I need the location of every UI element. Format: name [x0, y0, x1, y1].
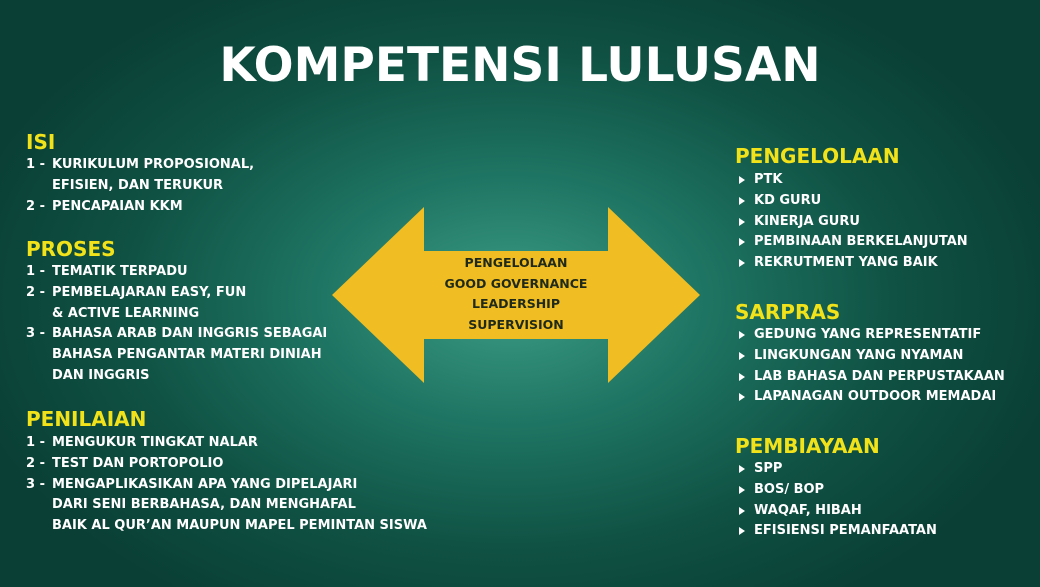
item-text: WAQAF, HIBAH [754, 502, 862, 518]
item-text: PEMBELAJARAN EASY, FUN [52, 284, 247, 300]
item-text: TEST DAN PORTOPOLIO [52, 455, 224, 471]
arrow-label-line: SUPERVISION [468, 317, 564, 333]
section-title-proses: PROSES [26, 237, 116, 261]
list-item [735, 191, 968, 212]
penilaian-list [26, 433, 427, 537]
list-item [735, 212, 968, 233]
arrow-label-line: LEADERSHIP [472, 296, 560, 312]
isi-list [26, 155, 254, 217]
section-title-penilaian: PENILAIAN [26, 407, 147, 431]
section-title-sarpras: SARPRAS [735, 300, 841, 324]
item-number: 1 - [26, 157, 45, 172]
bullet-arrow-icon [739, 527, 745, 535]
item-text: PENCAPAIAN KKM [52, 198, 183, 214]
item-number: 3 - [26, 476, 45, 492]
list-item [26, 283, 327, 325]
bullet-arrow-icon [739, 373, 745, 381]
item-text: MENGUKUR TINGKAT NALAR [52, 435, 258, 450]
list-item [26, 454, 427, 475]
section-title-isi: ISI [26, 130, 56, 154]
item-text: KURIKULUM PROPOSIONAL, [52, 157, 255, 172]
bullet-arrow-icon [739, 507, 745, 515]
bullet-arrow-icon [739, 465, 745, 473]
item-text: BAIK AL QUR’AN MAUPUN MAPEL PEMINTAN SISWA [52, 518, 427, 534]
pembiayaan-list [735, 459, 937, 542]
list-item [26, 324, 327, 386]
bullet-arrow-icon [739, 197, 745, 205]
list-item [735, 346, 1005, 367]
list-item [26, 197, 254, 218]
item-text: BOS/ BOP [754, 481, 825, 497]
item-text: DAN INGGRIS [52, 367, 150, 383]
item-text: DARI SENI BERBAHASA, DAN MENGHAFAL [52, 497, 356, 513]
bullet-arrow-icon [739, 393, 745, 401]
list-item [735, 480, 937, 501]
pengelolaan-list [735, 170, 968, 274]
bullet-arrow-icon [739, 352, 745, 360]
item-number: 2 - [26, 284, 45, 300]
item-text: LINGKUNGAN YANG NYAMAN [754, 347, 964, 363]
item-text: PEMBINAAN BERKELANJUTAN [754, 234, 968, 250]
bullet-arrow-icon [739, 486, 745, 494]
item-text: SPP [754, 461, 783, 476]
sarpras-list [735, 325, 1005, 408]
bullet-arrow-icon [739, 331, 745, 339]
bullet-arrow-icon [739, 259, 745, 267]
item-text: BAHASA PENGANTAR MATERI DINIAH [52, 347, 322, 363]
item-text: KINERJA GURU [754, 213, 860, 229]
list-item [735, 387, 1005, 408]
item-text: EFISIEN, DAN TERUKUR [52, 177, 224, 193]
list-item [735, 459, 937, 480]
arrow-label-line: PENGELOLAAN [464, 255, 568, 270]
list-item [735, 521, 937, 542]
item-number: 3 - [26, 326, 45, 342]
arrow-label [418, 253, 614, 336]
list-item [26, 475, 427, 537]
item-number: 1 - [26, 264, 45, 279]
item-text: LAB BAHASA DAN PERPUSTAKAAN [754, 368, 1005, 384]
list-item [26, 433, 427, 454]
bullet-arrow-icon [739, 238, 745, 246]
item-text: EFISIENSI PEMANFAATAN [754, 523, 937, 539]
item-text: BAHASA ARAB DAN INGGRIS SEBAGAI [52, 326, 328, 342]
proses-list [26, 262, 327, 387]
item-number: 1 - [26, 435, 45, 450]
item-text: LAPANAGAN OUTDOOR MEMADAI [754, 389, 997, 405]
list-item [735, 253, 968, 274]
page-title: KOMPETENSI LULUSAN [219, 38, 821, 93]
item-text: KD GURU [754, 192, 822, 208]
arrow-label-line: GOOD GOVERNANCE [444, 275, 588, 291]
bullet-arrow-icon [739, 176, 745, 184]
item-text: PTK [754, 172, 783, 187]
list-item [735, 170, 968, 191]
item-text: TEMATIK TERPADU [52, 264, 188, 279]
item-number: 2 - [26, 198, 45, 214]
list-item [735, 367, 1005, 388]
item-text: REKRUTMENT YANG BAIK [754, 255, 938, 271]
list-item [735, 325, 1005, 346]
section-title-pengelolaan: PENGELOLAAN [735, 144, 900, 168]
item-number: 2 - [26, 455, 45, 471]
section-title-pembiayaan: PEMBIAYAAN [735, 434, 880, 458]
bullet-arrow-icon [739, 218, 745, 226]
item-text: & ACTIVE LEARNING [52, 305, 200, 321]
item-text: GEDUNG YANG REPRESENTATIF [754, 327, 982, 342]
list-item [26, 262, 327, 283]
list-item [26, 155, 254, 197]
list-item [735, 232, 968, 253]
item-text: MENGAPLIKASIKAN APA YANG DIPELAJARI [52, 476, 358, 492]
list-item [735, 501, 937, 522]
